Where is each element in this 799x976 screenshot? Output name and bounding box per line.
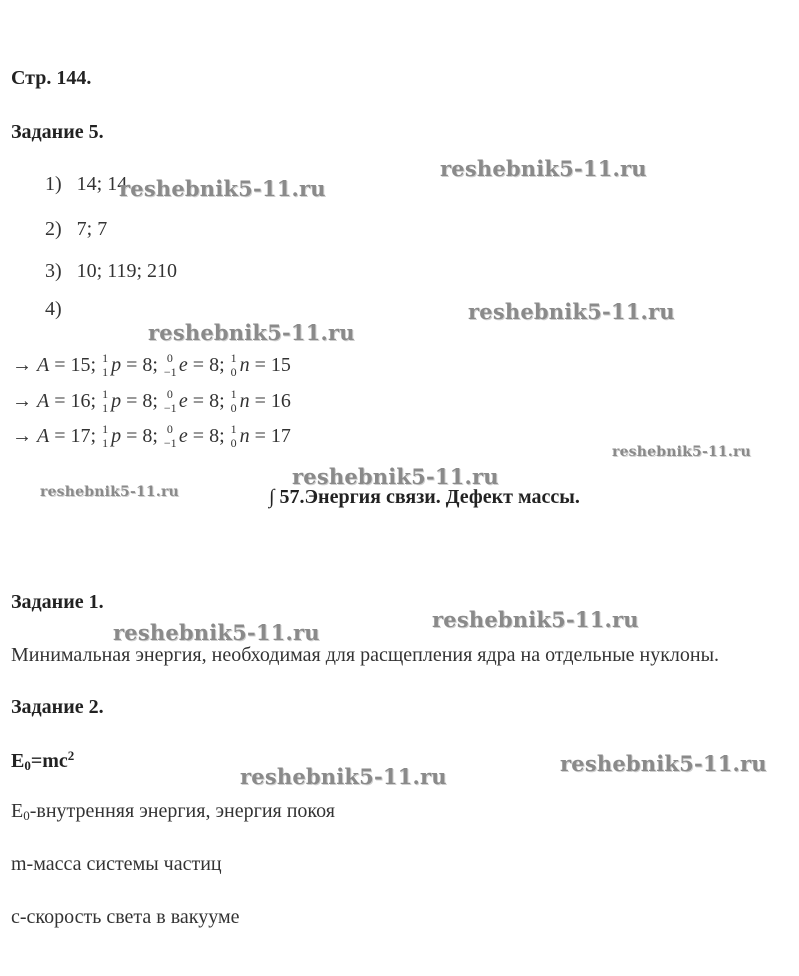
formula-superscript: 2	[67, 748, 75, 763]
task-1-answer: Минимальная энергия, необходимая для расщепления ядра на отдельные нуклоны.	[11, 644, 720, 666]
formula-value: 15	[270, 354, 291, 376]
list-item	[45, 218, 107, 241]
list-item-text: 14; 14	[76, 173, 128, 195]
formula-subscript: 0	[24, 758, 31, 773]
formula-value: 16	[270, 390, 291, 412]
definition-subscript: 0	[23, 808, 30, 823]
watermark: reshebnik5-11.ru	[432, 607, 639, 632]
formula-line: → A = 16; 1 1 p = 8; 0 −1 e = 8; 1 0 n = 16	[12, 387, 291, 415]
list-item-text: 7; 7	[76, 218, 108, 240]
formula-symbol: E	[11, 750, 25, 772]
list-item-text: 10; 119; 210	[76, 260, 178, 282]
watermark: reshebnik5-11.ru	[240, 764, 447, 789]
definition-text: -внутренняя энергия, энергия покоя	[29, 800, 335, 822]
task-5-title: Задание 5.	[11, 121, 104, 143]
watermark: reshebnik5-11.ru	[440, 156, 647, 181]
definition-line: m-масса системы частиц	[11, 853, 222, 875]
formula-body: =mc	[30, 750, 68, 772]
formula-value: 17	[270, 425, 291, 447]
arrow-icon: →	[12, 354, 32, 376]
formula-value: 8	[209, 425, 220, 447]
watermark: reshebnik5-11.ru	[119, 176, 326, 201]
formula-value: 17	[70, 425, 91, 447]
formula-value: 8	[142, 390, 153, 412]
arrow-icon: →	[12, 390, 32, 412]
watermark: reshebnik5-11.ru	[560, 751, 767, 776]
list-item	[45, 298, 62, 321]
list-item	[45, 173, 127, 196]
watermark: reshebnik5-11.ru	[612, 444, 751, 460]
formula-value: 8	[142, 354, 153, 376]
formula-value: 15	[70, 354, 91, 376]
arrow-icon: →	[12, 425, 32, 447]
list-item-number: 2)	[45, 218, 62, 240]
formula-line: → A = 15; 1 1 p = 8; 0 −1 e = 8; 1 0 n = 15	[12, 351, 291, 379]
list-item	[45, 260, 177, 283]
energy-formula	[11, 748, 74, 774]
list-item-number: 3)	[45, 260, 62, 282]
definition-line: c-скорость света в вакууме	[11, 906, 240, 928]
page-number: Стр. 144.	[11, 67, 92, 89]
task-1-title: Задание 1.	[11, 591, 104, 613]
formula-line: → A = 17; 1 1 p = 8; 0 −1 e = 8; 1 0 n = 17	[12, 422, 291, 450]
watermark: reshebnik5-11.ru	[148, 320, 355, 345]
watermark: reshebnik5-11.ru	[292, 464, 499, 489]
task-2-title: Задание 2.	[11, 696, 104, 718]
formula-value: 16	[70, 390, 91, 412]
list-item-number: 4)	[45, 298, 62, 320]
watermark: reshebnik5-11.ru	[40, 484, 179, 500]
formula-value: 8	[209, 390, 220, 412]
list-item-number: 1)	[45, 173, 62, 195]
formula-value: 8	[142, 425, 153, 447]
definition-symbol: E	[11, 800, 24, 822]
watermark: reshebnik5-11.ru	[113, 620, 320, 645]
watermark: reshebnik5-11.ru	[468, 299, 675, 324]
section-heading: ∫ 57.Энергия связи. Дефект массы.	[269, 486, 580, 508]
formula-value: 8	[209, 354, 220, 376]
definition-line	[11, 800, 335, 824]
